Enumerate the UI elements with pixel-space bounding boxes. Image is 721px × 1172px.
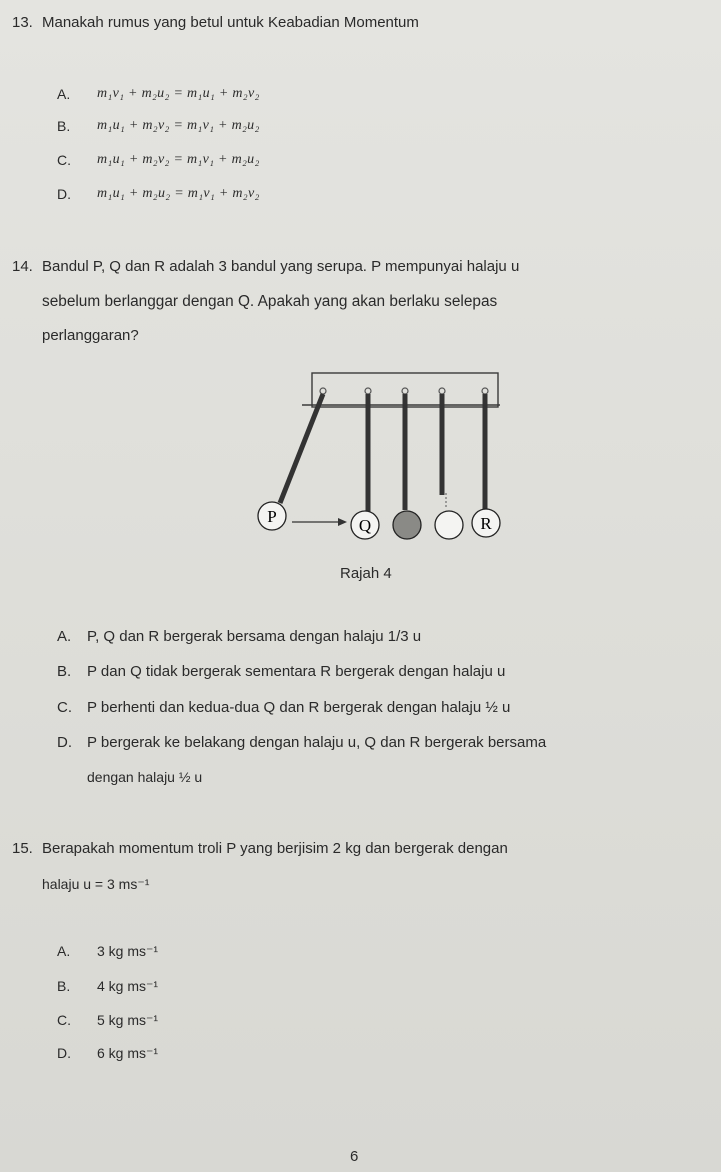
q14-option-d-continuation: dengan halaju ½ u — [87, 769, 203, 785]
pivot-icon — [439, 388, 445, 394]
option-text: 6 kg ms⁻¹ — [97, 1045, 159, 1061]
option-text: 3 kg ms⁻¹ — [97, 943, 159, 959]
option-label: A. — [57, 628, 72, 645]
option-label: A. — [57, 943, 71, 959]
option-text: 4 kg ms⁻¹ — [97, 978, 159, 994]
option-formula: m₁u₁ + m₂u₂ = m₁v₁ + m₂v₂ — [97, 186, 260, 201]
option-text: P, Q dan R bergerak bersama dengan halaju 1/3 u — [87, 628, 422, 645]
option-text: P berhenti dan kedua-dua Q dan R bergerak dengan halaju ½ u — [87, 699, 511, 716]
pivot-icon — [482, 388, 488, 394]
option-formula: m₁v₁ + m₂u₂ = m₁u₁ + m₂v₂ — [97, 86, 260, 101]
question-text: Manakah rumus yang betul untuk Keabadian Momentum — [42, 14, 419, 31]
pivot-icon — [402, 388, 408, 394]
option-label: D. — [57, 734, 72, 751]
ball-q-label: Q — [358, 516, 372, 535]
option-formula: m₁u₁ + m₂v₂ = m₁v₁ + m₂u₂ — [97, 118, 260, 133]
question-text-line-3: perlanggaran? — [42, 327, 139, 344]
option-text: P bergerak ke belakang dengan halaju u, Q dan R bergerak bersama — [87, 734, 547, 751]
option-label: D. — [57, 186, 71, 202]
newtons-cradle-diagram — [250, 365, 510, 565]
page-number: 6 — [350, 1148, 359, 1165]
question-text-line-1: Berapakah momentum troli P yang berjisim 2 kg dan bergerak dengan — [42, 840, 508, 857]
arrow-head-icon — [338, 518, 347, 526]
question-text-line-1: Bandul P, Q dan R adalah 3 bandul yang serupa. P mempunyai halaju u — [42, 258, 520, 275]
option-label: C. — [57, 699, 72, 716]
question-number: 14. — [12, 258, 33, 275]
question-text-line-2: halaju u = 3 ms⁻¹ — [42, 876, 150, 892]
option-formula: m₁u₁ + m₂v₂ = m₁v₁ + m₂u₂ — [97, 152, 260, 167]
option-label: C. — [57, 152, 71, 168]
option-text: P dan Q tidak bergerak sementara R bergerak dengan halaju u — [87, 663, 506, 680]
string-p — [280, 394, 323, 503]
ball-extra — [435, 511, 463, 539]
option-label: C. — [57, 1012, 71, 1028]
ball-p-label: P — [267, 507, 277, 526]
option-label: D. — [57, 1045, 71, 1061]
question-number: 13. — [12, 14, 33, 31]
option-label: B. — [57, 978, 71, 994]
option-label: A. — [57, 86, 71, 102]
option-text: 5 kg ms⁻¹ — [97, 1012, 159, 1028]
ball-r-label: R — [480, 514, 492, 533]
ball-middle — [393, 511, 421, 539]
figure-caption: Rajah 4 — [340, 565, 392, 582]
pivot-icon — [365, 388, 371, 394]
pivot-icon — [320, 388, 326, 394]
option-label: B. — [57, 118, 71, 134]
option-label: B. — [57, 663, 72, 680]
question-text-line-2: sebelum berlanggar dengan Q. Apakah yang akan berlaku selepas — [42, 293, 498, 310]
question-number: 15. — [12, 840, 33, 857]
